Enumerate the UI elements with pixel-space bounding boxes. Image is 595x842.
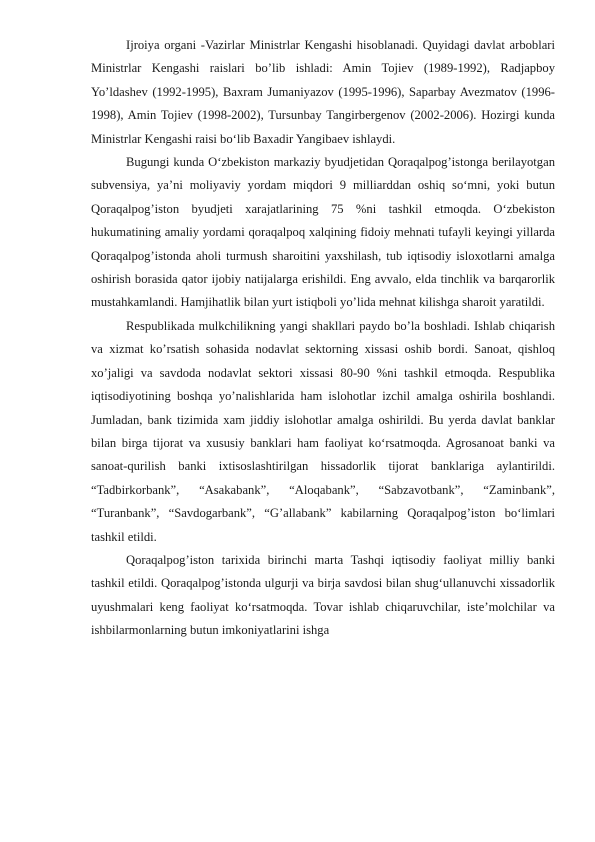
paragraph: Bugungi kunda O‘zbekiston markaziy byudjetidan Qoraqalpog’istonga berilayotgan subvensiya, ya’ni moliyaviy yordam miqdori 9 milliarddan oshiq so‘mni, yoki butun Qoraqalpog’iston byudjeti xarajatlarining 75 %ni tashkil etmoqda. O‘zbekiston hukumatining amaliy yordami qoraqalpoq xalqining fidoiy mehnati tufayli keyingi yillarda Qoraqalpog’istonda aholi turmush sharoitini yaxshilash, tub iqtisodiy isloxotlarni amalga oshirish borasida qator ijobiy natijalarga erishildi. Eng avvalo, elda tinchlik va barqarorlik mustahkamlandi. Hamjihatlik bilan yurt istiqboli yo’lida mehnat kilishga sharoit yaratildi. <box>91 155 555 310</box>
paragraph: Ijroiya organi -Vazirlar Ministrlar Kengashi hisoblanadi. Quyidagi davlat arboblari Ministrlar Kengashi raislari bo’lib ishladi: Amin Tojiev (1989-1992), Radjapboy Yo’ldashev (1992-1995), Baxram Jumaniyazov (1995-1996), Saparbay Avezmatov (1996-1998), Amin Tojiev (1998-2002), Tursunbay Tangirbergenov (2002-2006). Hozirgi kunda Ministrlar Kengashi raisi bo‘lib Baxadir Yangibaev ishlaydi. <box>91 38 555 146</box>
document-body <box>91 34 555 643</box>
paragraph: Respublikada mulkchilikning yangi shakllari paydo bo’la boshladi. Ishlab chiqarish va xizmat ko’rsatish sohasida nodavlat sektorning xissasi oshib bordi. Sanoat, qishloq xo’jaligi va savdoda nodavlat sektori xissasi 80-90 %ni tashkil etmoqda. Respublika iqtisodiyotining boshqa yo’nalishlarida ham islohotlar izchil amalga oshirila boshlandi. Jumladan, bank tizimida xam jiddiy islohotlar amalga oshirildi. Bu yerda davlat banklar bilan birga tijorat va xususiy banklari ham faoliyat ko‘rsatmoqda. Agrosanoat banki va sanoat-qurilish banki ixtisoslashtirilgan hissadorlik tijorat banklariga aylantirildi. “Tadbirkorbank”, “Asakabank”, “Aloqabank”, “Sabzavotbank”, “Zaminbank”, “Turanbank”, “Savdogarbank”, “G’allabank” kabilarning Qoraqalpog’iston bo‘limlari tashkil etildi. <box>91 318 555 544</box>
paragraph: Qoraqalpog’iston tarixida birinchi marta Tashqi iqtisodiy faoliyat milliy banki tashkil etildi. Qoraqalpog’istonda ulgurji va birja savdosi bilan shug‘ullanuvchi xissadorlik uyushmalari keng faoliyat ko‘rsatmoqda. Tovar ishlab chiqaruvchilar, iste’molchilar va ishbilarmonlarning butun imkoniyatlarini ishga <box>91 552 555 638</box>
